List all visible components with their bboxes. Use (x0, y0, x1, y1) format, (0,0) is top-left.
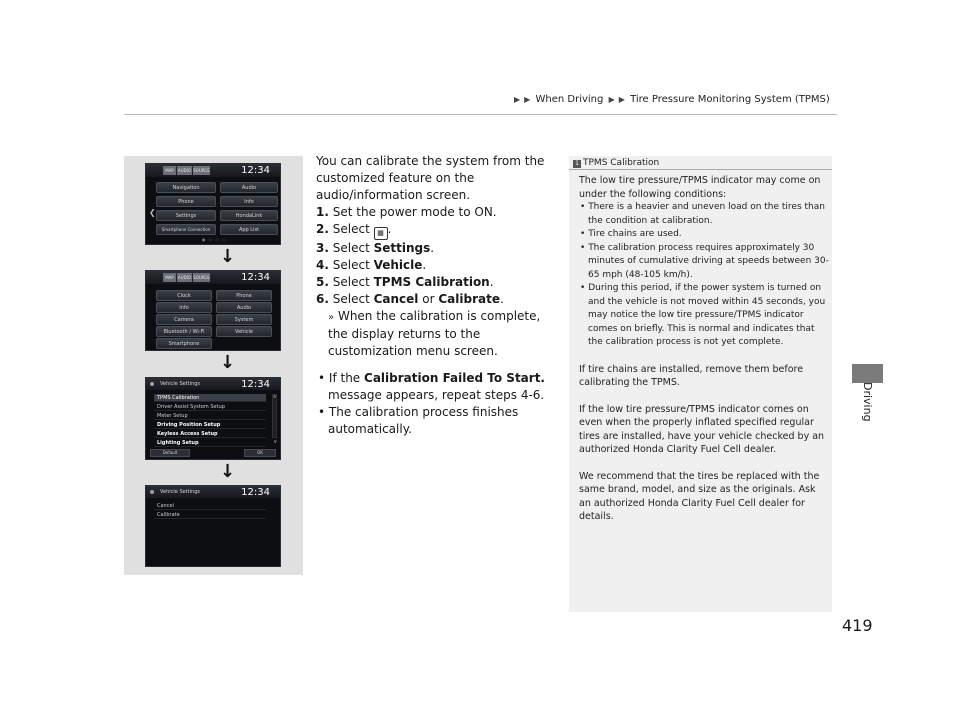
note-paragraph: If the low tire pressure/TPMS indicator comes on even when the properly inflated specified regular tires are installed, have your vehicle checked by an authorized Honda Clarity Fuel Cell dealer. (579, 403, 825, 455)
menu-row-meter-setup: Meter Setup (154, 412, 266, 420)
bullet-item (316, 370, 552, 404)
note-body (579, 174, 829, 524)
step-keyword: TPMS Calibration (373, 275, 490, 289)
menu-row-tpms-calibration: TPMS Calibration (154, 394, 266, 402)
step-text: Select (332, 275, 370, 289)
page-dots: ● ○ ○ ○ (202, 237, 227, 242)
down-arrow-icon: ↓ (220, 246, 236, 267)
page-number: 419 (842, 616, 873, 635)
menu-row-cancel: Cancel (154, 502, 266, 510)
settings-screen (145, 270, 281, 351)
step-number: 6. (316, 292, 329, 306)
step-keyword: Vehicle (373, 258, 423, 272)
settings-button-smartphone: Smartphone (156, 338, 212, 349)
bullet-icon: • (580, 202, 586, 212)
home-button-hondalink (220, 210, 278, 221)
screen-clock: 12:34 (241, 379, 270, 390)
button-label: App List (238, 227, 260, 233)
home-button-info (220, 196, 278, 207)
step-number: 2. (316, 222, 329, 236)
step-number: 4. (316, 258, 329, 272)
step-keyword: Settings (373, 241, 431, 255)
button-label: Settings (175, 213, 197, 219)
breadcrumb-section: When Driving (535, 94, 604, 105)
note-marker-icon: 1 (573, 160, 581, 168)
screen-title: Vehicle Settings (160, 381, 200, 387)
note-bullet (579, 201, 829, 228)
vehicle-settings-screen (145, 377, 281, 460)
step-punct: . (489, 275, 494, 289)
button-label: Navigation (172, 185, 200, 191)
bullet-keyword: Calibration Failed To Start. (364, 371, 545, 385)
bullet-item (316, 404, 552, 438)
back-icon (150, 490, 154, 494)
step-text: or (422, 292, 435, 306)
header-rule (124, 114, 837, 115)
bullet-text: The calibration process finishes automatically. (328, 405, 519, 436)
result-text: When the calibration is complete, the display returns to the customization menu screen. (328, 309, 541, 358)
step-3 (316, 240, 552, 257)
screen-clock: 12:34 (241, 487, 270, 498)
screen-clock: 12:34 (241, 165, 270, 176)
tab-source: SOURCE (193, 168, 210, 173)
step-punct: . (430, 241, 435, 255)
step-4 (316, 257, 552, 274)
step-punct: . (387, 222, 392, 236)
bullet-icon: • (318, 371, 326, 385)
note-intro: The low tire pressure/TPMS indicator may come on under the following conditions: (579, 175, 821, 200)
home-button-smartphone-connection (156, 224, 216, 235)
home-button-audio (220, 182, 278, 193)
note-title (569, 156, 832, 170)
menu-row-calibrate: Calibrate (154, 511, 266, 519)
settings-button-system: System (216, 314, 272, 325)
settings-button-vehicle: Vehicle (216, 326, 272, 337)
note-bullet-text: The calibration process requires approximately 30 minutes of cumulative driving at speeds between 30-65 mph (48-105 km/h). (588, 242, 829, 280)
settings-button-bluetooth-wifi: Bluetooth / Wi-Fi (156, 326, 212, 337)
bullet-text: message appears, repeat steps 4-6. (328, 388, 545, 402)
home-screen (145, 163, 281, 245)
ok-button: OK (244, 449, 276, 457)
note-bullet (579, 282, 829, 350)
step-number: 3. (316, 241, 329, 255)
settings-button-audio: Audio (216, 302, 272, 313)
step-text: Select (332, 241, 370, 255)
home-icon: ▦ (374, 227, 388, 240)
bullet-list (316, 370, 552, 438)
step-text: Select (332, 222, 370, 236)
bullet-icon: • (580, 242, 586, 253)
button-label: Info (244, 199, 254, 205)
note-bullet (579, 228, 829, 242)
step-keyword: Calibrate (438, 292, 500, 306)
tab-map: MAP (163, 273, 176, 282)
screen-title: Vehicle Settings (160, 489, 200, 495)
home-button-navigation (156, 182, 216, 193)
button-label: HondaLink (235, 213, 263, 219)
scroll-down-icon: » (271, 439, 279, 444)
button-label: Phone (178, 199, 194, 205)
settings-button-camera: Camera (156, 314, 212, 325)
section-label: Driving (861, 382, 874, 422)
bullet-icon: • (580, 229, 586, 239)
breadcrumb-triangle-icon: ▶ (608, 95, 615, 104)
breadcrumb-topic: Tire Pressure Monitoring System (TPMS) (630, 94, 830, 105)
home-button-phone (156, 196, 216, 207)
double-chevron-icon: » (328, 312, 335, 323)
breadcrumb (512, 94, 830, 105)
step-1 (316, 204, 552, 221)
tab-map: MAP (163, 166, 176, 175)
bullet-icon: • (580, 283, 586, 293)
step-text: Set the power mode to ON. (332, 205, 497, 219)
note-paragraph: If tire chains are installed, remove them before calibrating the TPMS. (579, 363, 804, 388)
note-title-text: TPMS Calibration (583, 158, 660, 168)
menu-row-driving-position: Driving Position Setup (154, 421, 266, 429)
step-punct: . (499, 292, 504, 306)
step-punct: . (422, 258, 427, 272)
down-arrow-icon: ↓ (220, 352, 236, 373)
tab-audio: AUDIO (177, 168, 192, 173)
screen-clock: 12:34 (241, 272, 270, 283)
note-bullet-text: Tire chains are used. (588, 229, 682, 239)
tab-audio: AUDIO (177, 275, 192, 280)
down-arrow-icon: ↓ (220, 461, 236, 482)
breadcrumb-triangle-icon: ▶ (524, 95, 531, 104)
scroll-up-icon: » (271, 394, 279, 399)
breadcrumb-triangle-icon: ▶ (618, 95, 625, 104)
intro-text: You can calibrate the system from the customized feature on the audio/information screen. (316, 154, 545, 202)
step-number: 1. (316, 205, 329, 219)
step-5 (316, 274, 552, 291)
home-button-settings (156, 210, 216, 221)
step-2 (316, 221, 552, 240)
default-button: Default (150, 449, 190, 457)
step-keyword: Cancel (373, 292, 419, 306)
settings-button-clock: Clock (156, 290, 212, 301)
button-label: Smartphone Connection (161, 227, 211, 232)
step-text: Select (332, 258, 370, 272)
instruction-steps (316, 153, 552, 438)
step-6-result (316, 308, 552, 360)
bullet-icon: • (318, 405, 326, 419)
step-text: Select (332, 292, 370, 306)
bullet-text: If the (328, 371, 361, 385)
section-tab (852, 364, 883, 383)
note-box (569, 156, 832, 612)
note-bullet-text: There is a heavier and uneven load on the tires than the condition at calibration. (588, 202, 825, 226)
menu-row-lighting-setup: Lighting Setup (154, 439, 266, 447)
tab-source: SOURCE (193, 275, 210, 280)
note-bullet (579, 242, 829, 283)
settings-button-info: Info (156, 302, 212, 313)
note-paragraph: We recommend that the tires be replaced with the same brand, model, and size as the originals. Ask an authorized Honda Clarity Fuel Cell dealer for details. (579, 470, 820, 522)
note-bullet-text: During this period, if the power system is turned on and the vehicle is not moved within 45 seconds, you may notice the low tire pressure/TPMS indicator comes on briefly. This is normal and indicates that the calibration process is not yet complete. (588, 283, 826, 347)
step-number: 5. (316, 275, 329, 289)
button-label: Audio (241, 185, 257, 191)
back-icon (150, 382, 154, 386)
menu-row-keyless-access: Keyless Access Setup (154, 430, 266, 438)
settings-button-phone: Phone (216, 290, 272, 301)
tpms-calibration-screen (145, 485, 281, 567)
chevron-left-icon: ❮ (149, 208, 156, 217)
scrollbar (272, 394, 277, 438)
menu-row-driver-assist: Driver Assist System Setup (154, 403, 266, 411)
home-button-app-list (220, 224, 278, 235)
step-6 (316, 291, 552, 308)
breadcrumb-triangle-icon: ▶ (514, 95, 521, 104)
